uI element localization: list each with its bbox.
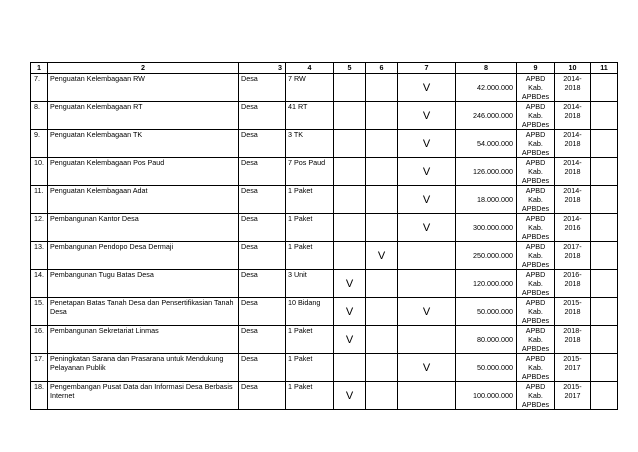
year-range-line: 2018 (564, 111, 581, 120)
table-row (31, 186, 618, 214)
funding-source (517, 130, 555, 158)
check-col-5 (334, 354, 366, 382)
check-col-6 (366, 158, 398, 186)
location: Desa (239, 102, 286, 130)
check-col-6 (366, 74, 398, 102)
volume: 7 RW (286, 74, 334, 102)
funding-source-line: APBDes (521, 316, 550, 325)
row-number: 15. (31, 298, 48, 326)
year-range-line: 2018- (563, 326, 582, 335)
year-range-line: 2014- (563, 214, 582, 223)
year-range (555, 354, 591, 382)
location: Desa (239, 382, 286, 410)
col-11 (591, 382, 618, 410)
funding-source (517, 74, 555, 102)
row-number: 10. (31, 158, 48, 186)
year-range-line: 2018 (564, 195, 581, 204)
col-11 (591, 298, 618, 326)
funding-source (517, 242, 555, 270)
amount: 250.000.000 (456, 242, 517, 270)
row-number: 14. (31, 270, 48, 298)
col-11 (591, 270, 618, 298)
volume: 10 Bidang (286, 298, 334, 326)
year-range-line: 2018 (564, 167, 581, 176)
check-col-5 (334, 74, 366, 102)
table-row (31, 130, 618, 158)
header-cell: 6 (366, 63, 398, 74)
funding-source-line: APBD Kab. (525, 382, 546, 400)
funding-source-line: APBDes (521, 372, 550, 381)
program-name: Penguatan Kelembagaan RT (48, 102, 239, 130)
check-col-5 (334, 102, 366, 130)
row-number: 9. (31, 130, 48, 158)
program-name: Penguatan Kelembagaan Adat (48, 186, 239, 214)
check-col-6 (366, 326, 398, 354)
year-range-line: 2014- (563, 158, 582, 167)
table-row (31, 214, 618, 242)
check-col-7: V (398, 298, 456, 326)
year-range-line: 2014- (563, 74, 582, 83)
volume: 1 Paket (286, 354, 334, 382)
year-range-line: 2018 (564, 83, 581, 92)
year-range-line: 2017 (564, 363, 581, 372)
volume: 1 Paket (286, 326, 334, 354)
volume: 41 RT (286, 102, 334, 130)
row-number: 18. (31, 382, 48, 410)
amount: 80.000.000 (456, 326, 517, 354)
table-row (31, 270, 618, 298)
check-col-6 (366, 186, 398, 214)
check-col-7 (398, 270, 456, 298)
year-range (555, 130, 591, 158)
amount: 300.000.000 (456, 214, 517, 242)
funding-source-line: APBDes (521, 260, 550, 269)
table-row (31, 326, 618, 354)
col-11 (591, 214, 618, 242)
table-row (31, 382, 618, 410)
amount: 50.000.000 (456, 298, 517, 326)
amount: 50.000.000 (456, 354, 517, 382)
program-name: Pengembangan Pusat Data dan Informasi Desa Berbasis Internet (48, 382, 239, 410)
year-range (555, 214, 591, 242)
funding-source-line: APBDes (521, 204, 550, 213)
check-col-7: V (398, 158, 456, 186)
location: Desa (239, 158, 286, 186)
funding-source-line: APBDes (521, 400, 550, 409)
year-range-line: 2015- (563, 354, 582, 363)
check-col-5: V (334, 326, 366, 354)
location: Desa (239, 242, 286, 270)
year-range-line: 2014- (563, 102, 582, 111)
col-11 (591, 186, 618, 214)
row-number: 7. (31, 74, 48, 102)
location: Desa (239, 354, 286, 382)
check-col-5: V (334, 270, 366, 298)
row-number: 13. (31, 242, 48, 270)
year-range-line: 2016- (563, 270, 582, 279)
program-name: Penguatan Kelembagaan RW (48, 74, 239, 102)
program-table (30, 62, 618, 410)
year-range-line: 2014- (563, 130, 582, 139)
amount: 126.000.000 (456, 158, 517, 186)
amount: 100.000.000 (456, 382, 517, 410)
header-cell: 9 (517, 63, 555, 74)
funding-source (517, 354, 555, 382)
funding-source-line: APBDes (521, 176, 550, 185)
funding-source (517, 326, 555, 354)
year-range-line: 2015- (563, 382, 582, 391)
year-range-line: 2018 (564, 279, 581, 288)
year-range (555, 158, 591, 186)
year-range (555, 298, 591, 326)
year-range-line: 2015- (563, 298, 582, 307)
funding-source (517, 214, 555, 242)
volume: 3 Unit (286, 270, 334, 298)
funding-source-line: APBDes (521, 232, 550, 241)
volume: 1 Paket (286, 382, 334, 410)
funding-source (517, 102, 555, 130)
header-cell: 4 (286, 63, 334, 74)
check-col-7: V (398, 102, 456, 130)
year-range-line: 2018 (564, 139, 581, 148)
check-col-5 (334, 158, 366, 186)
year-range-line: 2014- (563, 186, 582, 195)
program-name: Penguatan Kelembagaan Pos Paud (48, 158, 239, 186)
col-11 (591, 102, 618, 130)
check-col-6 (366, 130, 398, 158)
header-cell: 7 (398, 63, 456, 74)
check-col-5: V (334, 298, 366, 326)
check-col-6 (366, 102, 398, 130)
location: Desa (239, 74, 286, 102)
year-range-line: 2018 (564, 307, 581, 316)
funding-source-line: APBD Kab. (525, 214, 546, 232)
table-row (31, 354, 618, 382)
funding-source (517, 270, 555, 298)
funding-source-line: APBD Kab. (525, 270, 546, 288)
funding-source-line: APBD Kab. (525, 326, 546, 344)
funding-source-line: APBDes (521, 120, 550, 129)
volume: 1 Paket (286, 214, 334, 242)
check-col-7 (398, 242, 456, 270)
program-name: Penetapan Batas Tanah Desa dan Pensertifikasian Tanah Desa (48, 298, 239, 326)
check-col-7 (398, 326, 456, 354)
year-range (555, 242, 591, 270)
location: Desa (239, 130, 286, 158)
header-cell: 5 (334, 63, 366, 74)
year-range-line: 2017- (563, 242, 582, 251)
check-col-7: V (398, 354, 456, 382)
table-row (31, 102, 618, 130)
col-11 (591, 242, 618, 270)
check-col-5: V (334, 382, 366, 410)
check-col-6 (366, 214, 398, 242)
amount: 18.000.000 (456, 186, 517, 214)
year-range-line: 2018 (564, 335, 581, 344)
col-11 (591, 74, 618, 102)
funding-source-line: APBDes (521, 148, 550, 157)
header-cell: 1 (31, 63, 48, 74)
volume: 7 Pos Paud (286, 158, 334, 186)
check-col-6 (366, 382, 398, 410)
funding-source (517, 186, 555, 214)
header-row (31, 63, 618, 74)
year-range (555, 270, 591, 298)
funding-source-line: APBD Kab. (525, 158, 546, 176)
funding-source-line: APBD Kab. (525, 74, 546, 92)
funding-source (517, 298, 555, 326)
check-col-5 (334, 242, 366, 270)
col-11 (591, 158, 618, 186)
location: Desa (239, 298, 286, 326)
check-col-7: V (398, 186, 456, 214)
header-cell: 10 (555, 63, 591, 74)
year-range (555, 74, 591, 102)
location: Desa (239, 270, 286, 298)
funding-source (517, 382, 555, 410)
program-name: Pembangunan Kantor Desa (48, 214, 239, 242)
year-range (555, 102, 591, 130)
year-range-line: 2017 (564, 391, 581, 400)
program-name: Penguatan Kelembagaan TK (48, 130, 239, 158)
check-col-7 (398, 382, 456, 410)
funding-source-line: APBD Kab. (525, 242, 546, 260)
funding-source-line: APBDes (521, 92, 550, 101)
check-col-6: V (366, 242, 398, 270)
program-name: Peningkatan Sarana dan Prasarana untuk Mendukung Pelayanan Publik (48, 354, 239, 382)
table-row (31, 158, 618, 186)
check-col-7: V (398, 130, 456, 158)
program-name: Pembangunan Pendopo Desa Dermaji (48, 242, 239, 270)
check-col-5 (334, 186, 366, 214)
check-col-6 (366, 270, 398, 298)
row-number: 8. (31, 102, 48, 130)
funding-source-line: APBDes (521, 288, 550, 297)
col-11 (591, 354, 618, 382)
year-range (555, 186, 591, 214)
table-row (31, 74, 618, 102)
funding-source (517, 158, 555, 186)
location: Desa (239, 186, 286, 214)
check-col-7: V (398, 214, 456, 242)
header-cell: 2 (48, 63, 239, 74)
amount: 120.000.000 (456, 270, 517, 298)
check-col-6 (366, 354, 398, 382)
row-number: 12. (31, 214, 48, 242)
col-11 (591, 326, 618, 354)
location: Desa (239, 214, 286, 242)
program-name: Pembangunan Sekretariat Linmas (48, 326, 239, 354)
table-row (31, 242, 618, 270)
check-col-5 (334, 214, 366, 242)
year-range-line: 2016 (564, 223, 581, 232)
funding-source-line: APBD Kab. (525, 186, 546, 204)
program-name: Pembangunan Tugu Batas Desa (48, 270, 239, 298)
check-col-6 (366, 298, 398, 326)
funding-source-line: APBD Kab. (525, 298, 546, 316)
volume: 3 TK (286, 130, 334, 158)
check-col-5 (334, 130, 366, 158)
header-cell: 11 (591, 63, 618, 74)
funding-source-line: APBD Kab. (525, 102, 546, 120)
check-col-7: V (398, 74, 456, 102)
funding-source-line: APBD Kab. (525, 130, 546, 148)
year-range-line: 2018 (564, 251, 581, 260)
funding-source-line: APBDes (521, 344, 550, 353)
row-number: 11. (31, 186, 48, 214)
table-row (31, 298, 618, 326)
volume: 1 Paket (286, 242, 334, 270)
location: Desa (239, 326, 286, 354)
amount: 42.000.000 (456, 74, 517, 102)
funding-source-line: APBD Kab. (525, 354, 546, 372)
col-11 (591, 130, 618, 158)
amount: 54.000.000 (456, 130, 517, 158)
row-number: 17. (31, 354, 48, 382)
header-cell: 3 (239, 63, 286, 74)
row-number: 16. (31, 326, 48, 354)
amount: 246.000.000 (456, 102, 517, 130)
year-range (555, 382, 591, 410)
header-cell: 8 (456, 63, 517, 74)
volume: 1 Paket (286, 186, 334, 214)
year-range (555, 326, 591, 354)
